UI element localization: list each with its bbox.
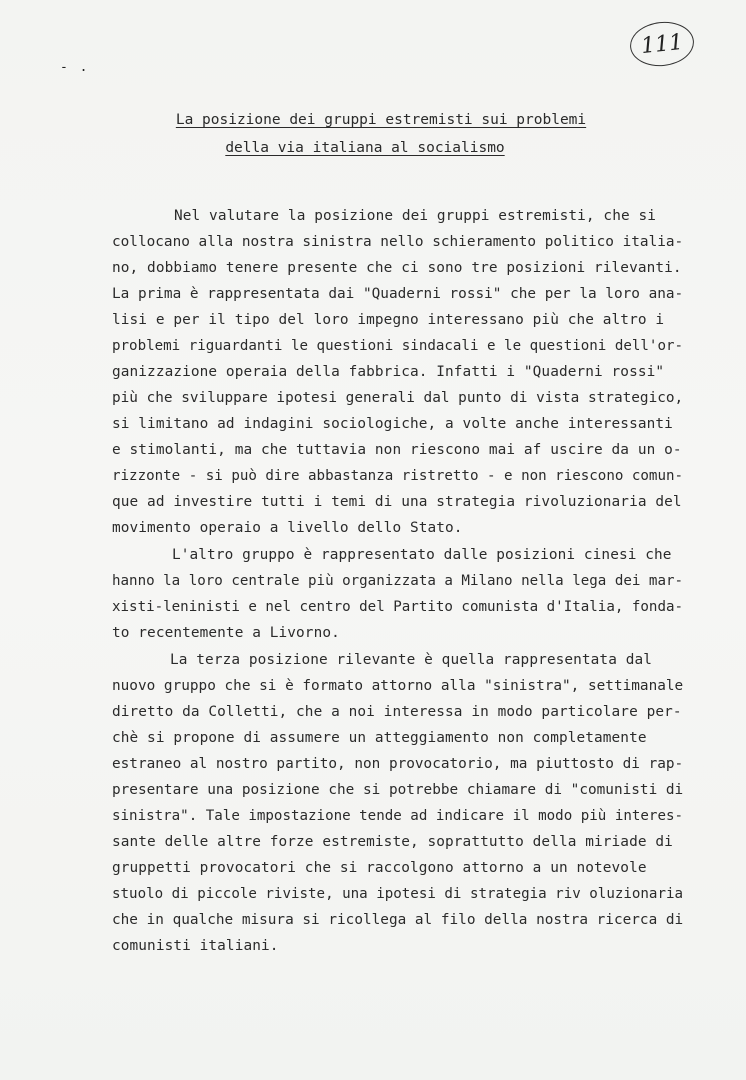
text-line: to recentemente a Livorno. <box>112 625 340 641</box>
text-line: nuovo gruppo che si è formato attorno alla "sinistra", settimanale <box>112 678 684 694</box>
text-line: si limitano ad indagini sociologiche, a volte anche interessanti <box>112 416 673 432</box>
text-line: chè si propone di assumere un atteggiamento non completamente <box>112 730 647 746</box>
stray-mark: - . <box>60 60 90 75</box>
text-line: sante delle altre forze estremiste, soprattutto della miriade di <box>112 834 673 850</box>
text-line: no, dobbiamo tenere presente che ci sono tre posizioni rilevanti. <box>112 260 682 276</box>
text-line: presentare una posizione che si potrebbe chiamare di "comunisti di <box>112 782 684 798</box>
text-line: estraneo al nostro partito, non provocatorio, ma piuttosto di rap- <box>112 756 684 772</box>
text-line: problemi riguardanti le questioni sindacali e le questioni dell'or- <box>112 338 684 354</box>
text-line: diretto da Colletti, che a noi interessa in modo particolare per- <box>112 704 682 720</box>
title-line-2: della via italiana al socialismo <box>225 140 505 156</box>
page-number-stamp: 111 <box>628 19 696 69</box>
text-line: La prima è rappresentata dai "Quaderni rossi" che per la loro ana- <box>112 286 684 302</box>
text-line: L'altro gruppo è rappresentato dalle posizioni cinesi che <box>172 547 672 563</box>
text-line: sinistra". Tale impostazione tende ad indicare il modo più interes- <box>112 808 684 824</box>
text-line: ganizzazione operaia della fabbrica. Infatti i "Quaderni rossi" <box>112 364 665 380</box>
text-line: rizzonte - si può dire abbastanza ristretto - e non riescono comun- <box>112 468 684 484</box>
text-line: hanno la loro centrale più organizzata a Milano nella lega dei mar- <box>112 573 684 589</box>
text-line: che in qualche misura si ricollega al filo della nostra ricerca di <box>112 912 684 928</box>
text-line: que ad investire tutti i temi di una strategia rivoluzionaria del <box>112 494 682 510</box>
text-line: stuolo di piccole riviste, una ipotesi di strategia riv oluzionaria <box>112 886 684 902</box>
text-line: Nel valutare la posizione dei gruppi estremisti, che si <box>174 208 657 224</box>
text-line: movimento operaio a livello dello Stato. <box>112 520 463 536</box>
text-line: La terza posizione rilevante è quella rappresentata dal <box>170 652 653 668</box>
text-line: xisti-leninisti e nel centro del Partito comunista d'Italia, fonda- <box>112 599 684 615</box>
text-line: comunisti italiani. <box>112 938 279 954</box>
text-line: collocano alla nostra sinistra nello schieramento politico italia- <box>112 234 684 250</box>
text-line: e stimolanti, ma che tuttavia non riescono mai af uscire da un o- <box>112 442 682 458</box>
text-line: lisi e per il tipo del loro impegno interessano più che altro i <box>112 312 665 328</box>
text-line: gruppetti provocatori che si raccolgono attorno a un notevole <box>112 860 647 876</box>
title-line-1: La posizione dei gruppi estremisti sui problemi <box>175 112 587 128</box>
text-line: più che sviluppare ipotesi generali dal punto di vista strategico, <box>112 390 684 406</box>
